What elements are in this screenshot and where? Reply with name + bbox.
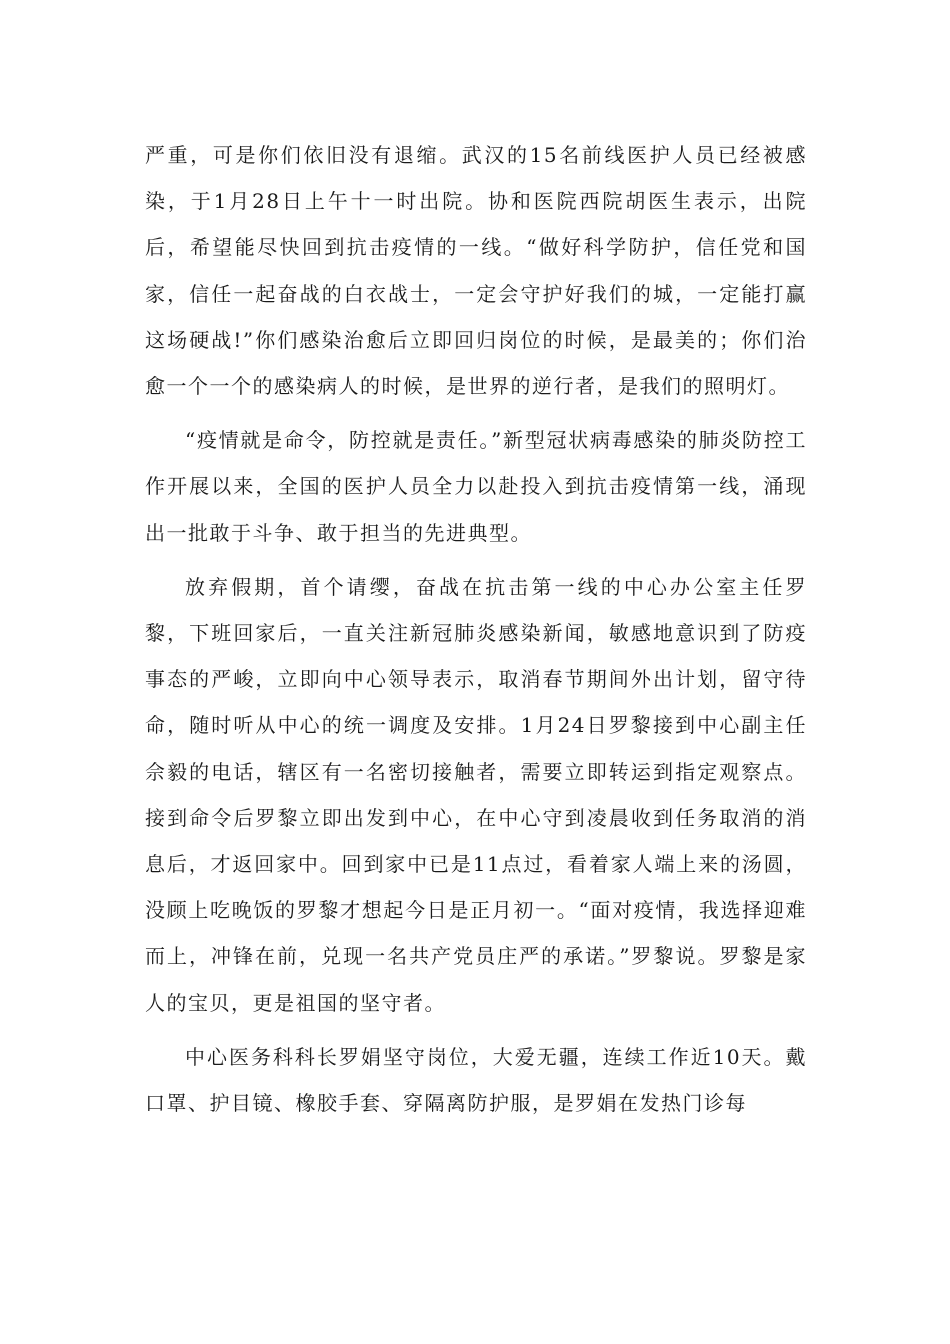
paragraph-2: “疫情就是命令，防控就是责任。”新型冠状病毒感染的肺炎防控工作开展以来，全国的医护人员全力以赴投入到抗击疫情第一线，涌现出一批敢于斗争、敢于担当的先进典型。 [145, 428, 807, 545]
document-body [145, 132, 807, 1134]
paragraph-4: 中心医务科科长罗娟坚守岗位，大爱无疆，连续工作近10天。戴口罩、护目镜、橡胶手套、穿隔离防护服，是罗娟在发热门诊每 [145, 1044, 807, 1116]
paragraph-1: 严重，可是你们依旧没有退缩。武汉的15名前线医护人员已经被感染，于1月28日上午十一时出院。协和医院西院胡医生表示，出院后，希望能尽快回到抗击疫情的一线。“做好科学防护，信任党和国家，信任一起奋战的白衣战士，一定会守护好我们的城，一定能打赢这场硬战!”你们感染治愈后立即回归岗位的时候，是最美的；你们治愈一个一个的感染病人的时候，是世界的逆行者，是我们的照明灯。 [145, 143, 807, 399]
paragraph-3: 放弃假期，首个请缨，奋战在抗击第一线的中心办公室主任罗黎，下班回家后，一直关注新冠肺炎感染新闻，敏感地意识到了防疫事态的严峻，立即向中心领导表示，取消春节期间外出计划，留守待命，随时听从中心的统一调度及安排。1月24日罗黎接到中心副主任佘毅的电话，辖区有一名密切接触者，需要立即转运到指定观察点。接到命令后罗黎立即出发到中心，在中心守到凌晨收到任务取消的消息后，才返回家中。回到家中已是11点过，看着家人端上来的汤圆，没顾上吃晚饭的罗黎才想起今日是正月初一。“面对疫情，我选择迎难而上，冲锋在前，兑现一名共产党员庄严的承诺。”罗黎说。罗黎是家人的宝贝，更是祖国的坚守者。 [145, 574, 807, 1015]
